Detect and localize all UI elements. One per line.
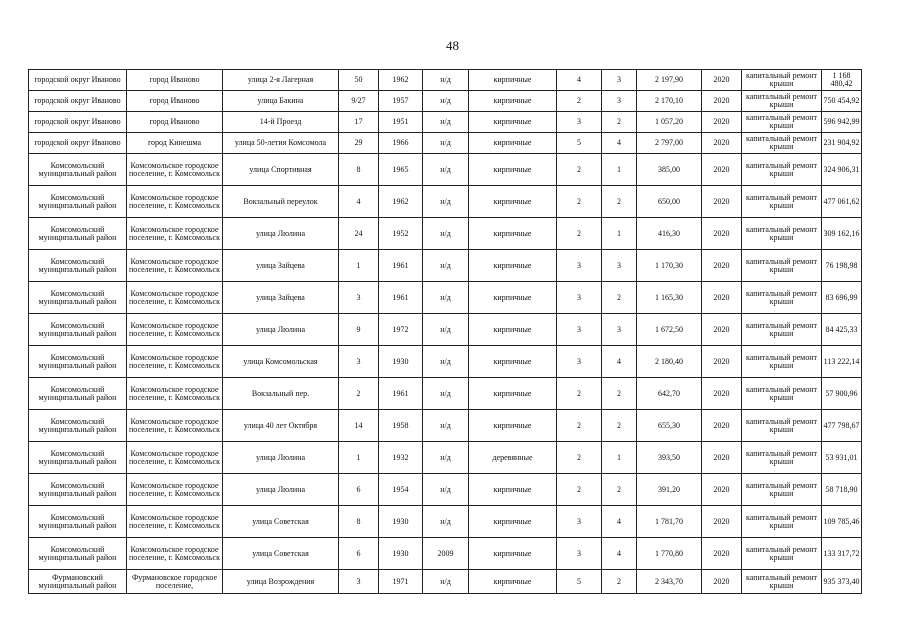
cell-year-renovated: н/д [423,314,469,346]
cell-area: 650,00 [637,186,702,218]
cell-settlement: Комсомольское городское поселение, г. Комсомольск [127,506,223,538]
cell-year-built: 1961 [379,378,423,410]
cell-year-built: 1957 [379,91,423,112]
cell-street: улица Бакина [223,91,339,112]
cell-year-renovated: н/д [423,346,469,378]
cell-year-built: 1965 [379,154,423,186]
cell-year-renovated: н/д [423,378,469,410]
cell-plan-year: 2020 [702,133,742,154]
cell-cost: 76 198,98 [822,250,862,282]
cell-settlement: Комсомольское городское поселение, г. Комсомольск [127,346,223,378]
cell-wall-material: кирпичные [469,70,557,91]
table-row [29,91,862,112]
cell-plan-year: 2020 [702,112,742,133]
cell-work-type: капитальный ремонт крыши [742,154,822,186]
cell-year-renovated: н/д [423,91,469,112]
cell-area: 391,20 [637,474,702,506]
cell-okrug: Комсомольский муниципальный район [29,506,127,538]
cell-area: 642,70 [637,378,702,410]
cell-area: 385,00 [637,154,702,186]
cell-okrug: Фурмановский муниципальный район [29,570,127,594]
cell-entrances: 1 [602,442,637,474]
cell-street: улица Комсомольская [223,346,339,378]
cell-cost: 1 168 480,42 [822,70,862,91]
cell-cost: 57 900,96 [822,378,862,410]
cell-work-type: капитальный ремонт крыши [742,70,822,91]
cell-street: улица Люлина [223,218,339,250]
cell-entrances: 3 [602,314,637,346]
page-number: 48 [446,38,459,53]
cell-year-renovated: н/д [423,282,469,314]
cell-settlement: Комсомольское городское поселение, г. Комсомольск [127,218,223,250]
cell-entrances: 3 [602,250,637,282]
cell-floors: 3 [557,250,602,282]
cell-wall-material: кирпичные [469,378,557,410]
cell-house: 3 [339,346,379,378]
cell-settlement: Комсомольское городское поселение, г. Комсомольск [127,474,223,506]
cell-year-renovated: н/д [423,442,469,474]
cell-entrances: 2 [602,410,637,442]
cell-plan-year: 2020 [702,538,742,570]
cell-year-built: 1962 [379,186,423,218]
cell-entrances: 2 [602,112,637,133]
cell-settlement: город Кинешма [127,133,223,154]
cell-street: улица Советская [223,538,339,570]
cell-floors: 2 [557,442,602,474]
cell-plan-year: 2020 [702,410,742,442]
cell-year-renovated: н/д [423,570,469,594]
cell-okrug: Комсомольский муниципальный район [29,474,127,506]
cell-wall-material: кирпичные [469,410,557,442]
cell-settlement: Комсомольское городское поселение, г. Комсомольск [127,186,223,218]
cell-plan-year: 2020 [702,442,742,474]
cell-entrances: 4 [602,346,637,378]
cell-street: улица 50-летия Комсомола [223,133,339,154]
cell-house: 24 [339,218,379,250]
cell-work-type: капитальный ремонт крыши [742,314,822,346]
cell-entrances: 1 [602,154,637,186]
cell-year-built: 1961 [379,282,423,314]
cell-house: 1 [339,250,379,282]
cell-house: 3 [339,282,379,314]
cell-street: улица 40 лет Октября [223,410,339,442]
cell-year-renovated: 2009 [423,538,469,570]
cell-year-built: 1951 [379,112,423,133]
table-row [29,112,862,133]
cell-year-renovated: н/д [423,506,469,538]
cell-work-type: капитальный ремонт крыши [742,186,822,218]
cell-plan-year: 2020 [702,218,742,250]
cell-okrug: Комсомольский муниципальный район [29,250,127,282]
cell-okrug: городской округ Иваново [29,133,127,154]
cell-wall-material: кирпичные [469,112,557,133]
cell-area: 2 343,70 [637,570,702,594]
cell-okrug: Комсомольский муниципальный район [29,410,127,442]
cell-year-built: 1961 [379,250,423,282]
cell-year-renovated: н/д [423,112,469,133]
cell-floors: 2 [557,91,602,112]
cell-house: 2 [339,378,379,410]
cell-work-type: капитальный ремонт крыши [742,346,822,378]
table-row [29,250,862,282]
cell-street: улица Люлина [223,474,339,506]
cell-work-type: капитальный ремонт крыши [742,218,822,250]
cell-work-type: капитальный ремонт крыши [742,133,822,154]
table-row [29,314,862,346]
cell-wall-material: кирпичные [469,506,557,538]
table-row [29,410,862,442]
table-row [29,154,862,186]
cell-cost: 596 942,99 [822,112,862,133]
cell-year-renovated: н/д [423,218,469,250]
cell-street: улица Спортивная [223,154,339,186]
cell-entrances: 2 [602,474,637,506]
cell-year-renovated: н/д [423,70,469,91]
cell-wall-material: деревянные [469,442,557,474]
cell-entrances: 1 [602,218,637,250]
table-row [29,538,862,570]
cell-plan-year: 2020 [702,250,742,282]
cell-entrances: 4 [602,133,637,154]
cell-house: 1 [339,442,379,474]
cell-entrances: 2 [602,378,637,410]
cell-plan-year: 2020 [702,346,742,378]
cell-plan-year: 2020 [702,506,742,538]
cell-cost: 324 906,31 [822,154,862,186]
cell-wall-material: кирпичные [469,186,557,218]
cell-okrug: Комсомольский муниципальный район [29,282,127,314]
cell-street: улица Возрождения [223,570,339,594]
cell-area: 1 057,20 [637,112,702,133]
cell-work-type: капитальный ремонт крыши [742,91,822,112]
cell-work-type: капитальный ремонт крыши [742,442,822,474]
cell-plan-year: 2020 [702,282,742,314]
cell-work-type: капитальный ремонт крыши [742,474,822,506]
cell-work-type: капитальный ремонт крыши [742,410,822,442]
cell-street: улица 2-я Лагерная [223,70,339,91]
table-body [29,70,862,594]
cell-floors: 5 [557,570,602,594]
cell-settlement: Комсомольское городское поселение, г. Комсомольск [127,442,223,474]
cell-plan-year: 2020 [702,570,742,594]
cell-work-type: капитальный ремонт крыши [742,570,822,594]
cell-settlement: Комсомольское городское поселение, г. Комсомольск [127,538,223,570]
cell-floors: 3 [557,538,602,570]
cell-cost: 750 454,92 [822,91,862,112]
cell-year-built: 1962 [379,70,423,91]
cell-settlement: Комсомольское городское поселение, г. Комсомольск [127,154,223,186]
housing-register-table [28,69,862,594]
cell-settlement: Комсомольское городское поселение, г. Комсомольск [127,378,223,410]
cell-area: 2 170,10 [637,91,702,112]
cell-year-built: 1932 [379,442,423,474]
cell-settlement: город Иваново [127,91,223,112]
cell-floors: 5 [557,133,602,154]
cell-work-type: капитальный ремонт крыши [742,506,822,538]
cell-area: 1 770,80 [637,538,702,570]
cell-entrances: 2 [602,186,637,218]
cell-settlement: Комсомольское городское поселение, г. Комсомольск [127,282,223,314]
table-row [29,570,862,594]
cell-floors: 2 [557,410,602,442]
cell-house: 6 [339,474,379,506]
cell-plan-year: 2020 [702,186,742,218]
cell-year-renovated: н/д [423,186,469,218]
table-row [29,282,862,314]
cell-house: 9 [339,314,379,346]
cell-settlement: город Иваново [127,112,223,133]
cell-wall-material: кирпичные [469,570,557,594]
cell-wall-material: кирпичные [469,133,557,154]
table-row [29,442,862,474]
cell-wall-material: кирпичные [469,314,557,346]
cell-cost: 133 317,72 [822,538,862,570]
cell-wall-material: кирпичные [469,218,557,250]
cell-year-built: 1966 [379,133,423,154]
table-row [29,186,862,218]
cell-okrug: Комсомольский муниципальный район [29,154,127,186]
cell-okrug: Комсомольский муниципальный район [29,186,127,218]
cell-okrug: городской округ Иваново [29,91,127,112]
cell-cost: 58 718,90 [822,474,862,506]
cell-floors: 3 [557,314,602,346]
cell-plan-year: 2020 [702,378,742,410]
cell-year-renovated: н/д [423,474,469,506]
cell-work-type: капитальный ремонт крыши [742,538,822,570]
cell-settlement: Комсомольское городское поселение, г. Комсомольск [127,314,223,346]
table-row [29,133,862,154]
cell-street: улица Советская [223,506,339,538]
cell-settlement: город Иваново [127,70,223,91]
cell-settlement: Комсомольское городское поселение, г. Комсомольск [127,410,223,442]
cell-area: 2 797,00 [637,133,702,154]
cell-area: 2 180,40 [637,346,702,378]
cell-street: Вокзальный переулок [223,186,339,218]
cell-okrug: Комсомольский муниципальный район [29,218,127,250]
cell-cost: 935 373,40 [822,570,862,594]
cell-area: 1 170,30 [637,250,702,282]
table-row [29,218,862,250]
cell-entrances: 4 [602,506,637,538]
cell-wall-material: кирпичные [469,538,557,570]
cell-floors: 3 [557,506,602,538]
cell-year-built: 1952 [379,218,423,250]
table-row [29,346,862,378]
cell-year-built: 1930 [379,506,423,538]
cell-house: 3 [339,570,379,594]
cell-wall-material: кирпичные [469,154,557,186]
cell-street: улица Люлина [223,314,339,346]
cell-cost: 109 785,46 [822,506,862,538]
cell-year-renovated: н/д [423,410,469,442]
cell-wall-material: кирпичные [469,282,557,314]
cell-year-renovated: н/д [423,133,469,154]
cell-floors: 3 [557,112,602,133]
cell-floors: 2 [557,186,602,218]
cell-year-built: 1958 [379,410,423,442]
cell-house: 4 [339,186,379,218]
cell-okrug: Комсомольский муниципальный район [29,442,127,474]
cell-year-built: 1972 [379,314,423,346]
cell-year-renovated: н/д [423,250,469,282]
table-row [29,474,862,506]
cell-house: 17 [339,112,379,133]
cell-floors: 2 [557,474,602,506]
cell-floors: 4 [557,70,602,91]
cell-settlement: Фурмановское городское поселение, [127,570,223,594]
cell-okrug: Комсомольский муниципальный район [29,314,127,346]
cell-area: 1 672,50 [637,314,702,346]
cell-area: 1 165,30 [637,282,702,314]
cell-house: 8 [339,506,379,538]
cell-plan-year: 2020 [702,474,742,506]
cell-year-renovated: н/д [423,154,469,186]
cell-area: 416,30 [637,218,702,250]
cell-street: улица Зайцева [223,250,339,282]
cell-floors: 2 [557,378,602,410]
cell-house: 29 [339,133,379,154]
cell-street: Вокзальный пер. [223,378,339,410]
cell-wall-material: кирпичные [469,474,557,506]
cell-house: 8 [339,154,379,186]
cell-street: улица Зайцева [223,282,339,314]
cell-wall-material: кирпичные [469,250,557,282]
cell-work-type: капитальный ремонт крыши [742,112,822,133]
cell-year-built: 1971 [379,570,423,594]
cell-plan-year: 2020 [702,314,742,346]
cell-year-built: 1930 [379,538,423,570]
cell-okrug: городской округ Иваново [29,112,127,133]
cell-cost: 113 222,14 [822,346,862,378]
cell-area: 2 197,90 [637,70,702,91]
cell-work-type: капитальный ремонт крыши [742,378,822,410]
cell-wall-material: кирпичные [469,346,557,378]
cell-floors: 3 [557,346,602,378]
cell-year-built: 1930 [379,346,423,378]
cell-street: 14-й Проезд [223,112,339,133]
cell-wall-material: кирпичные [469,91,557,112]
cell-work-type: капитальный ремонт крыши [742,282,822,314]
cell-cost: 477 798,67 [822,410,862,442]
cell-area: 1 781,70 [637,506,702,538]
cell-year-built: 1954 [379,474,423,506]
table-row [29,378,862,410]
cell-okrug: Комсомольский муниципальный район [29,346,127,378]
cell-plan-year: 2020 [702,154,742,186]
cell-entrances: 4 [602,538,637,570]
cell-area: 655,30 [637,410,702,442]
cell-entrances: 2 [602,570,637,594]
cell-house: 50 [339,70,379,91]
cell-cost: 84 425,33 [822,314,862,346]
cell-cost: 477 061,62 [822,186,862,218]
cell-entrances: 3 [602,91,637,112]
cell-okrug: Комсомольский муниципальный район [29,538,127,570]
table-row [29,70,862,91]
cell-settlement: Комсомольское городское поселение, г. Комсомольск [127,250,223,282]
cell-cost: 231 904,92 [822,133,862,154]
cell-cost: 309 162,16 [822,218,862,250]
cell-house: 9/27 [339,91,379,112]
cell-floors: 2 [557,218,602,250]
cell-house: 14 [339,410,379,442]
cell-floors: 3 [557,282,602,314]
cell-entrances: 3 [602,70,637,91]
cell-cost: 53 931,01 [822,442,862,474]
cell-house: 6 [339,538,379,570]
cell-floors: 2 [557,154,602,186]
cell-area: 393,50 [637,442,702,474]
cell-okrug: городской округ Иваново [29,70,127,91]
cell-work-type: капитальный ремонт крыши [742,250,822,282]
cell-cost: 83 696,99 [822,282,862,314]
cell-plan-year: 2020 [702,91,742,112]
table-row [29,506,862,538]
cell-plan-year: 2020 [702,70,742,91]
cell-entrances: 2 [602,282,637,314]
cell-street: улица Люлина [223,442,339,474]
cell-okrug: Комсомольский муниципальный район [29,378,127,410]
